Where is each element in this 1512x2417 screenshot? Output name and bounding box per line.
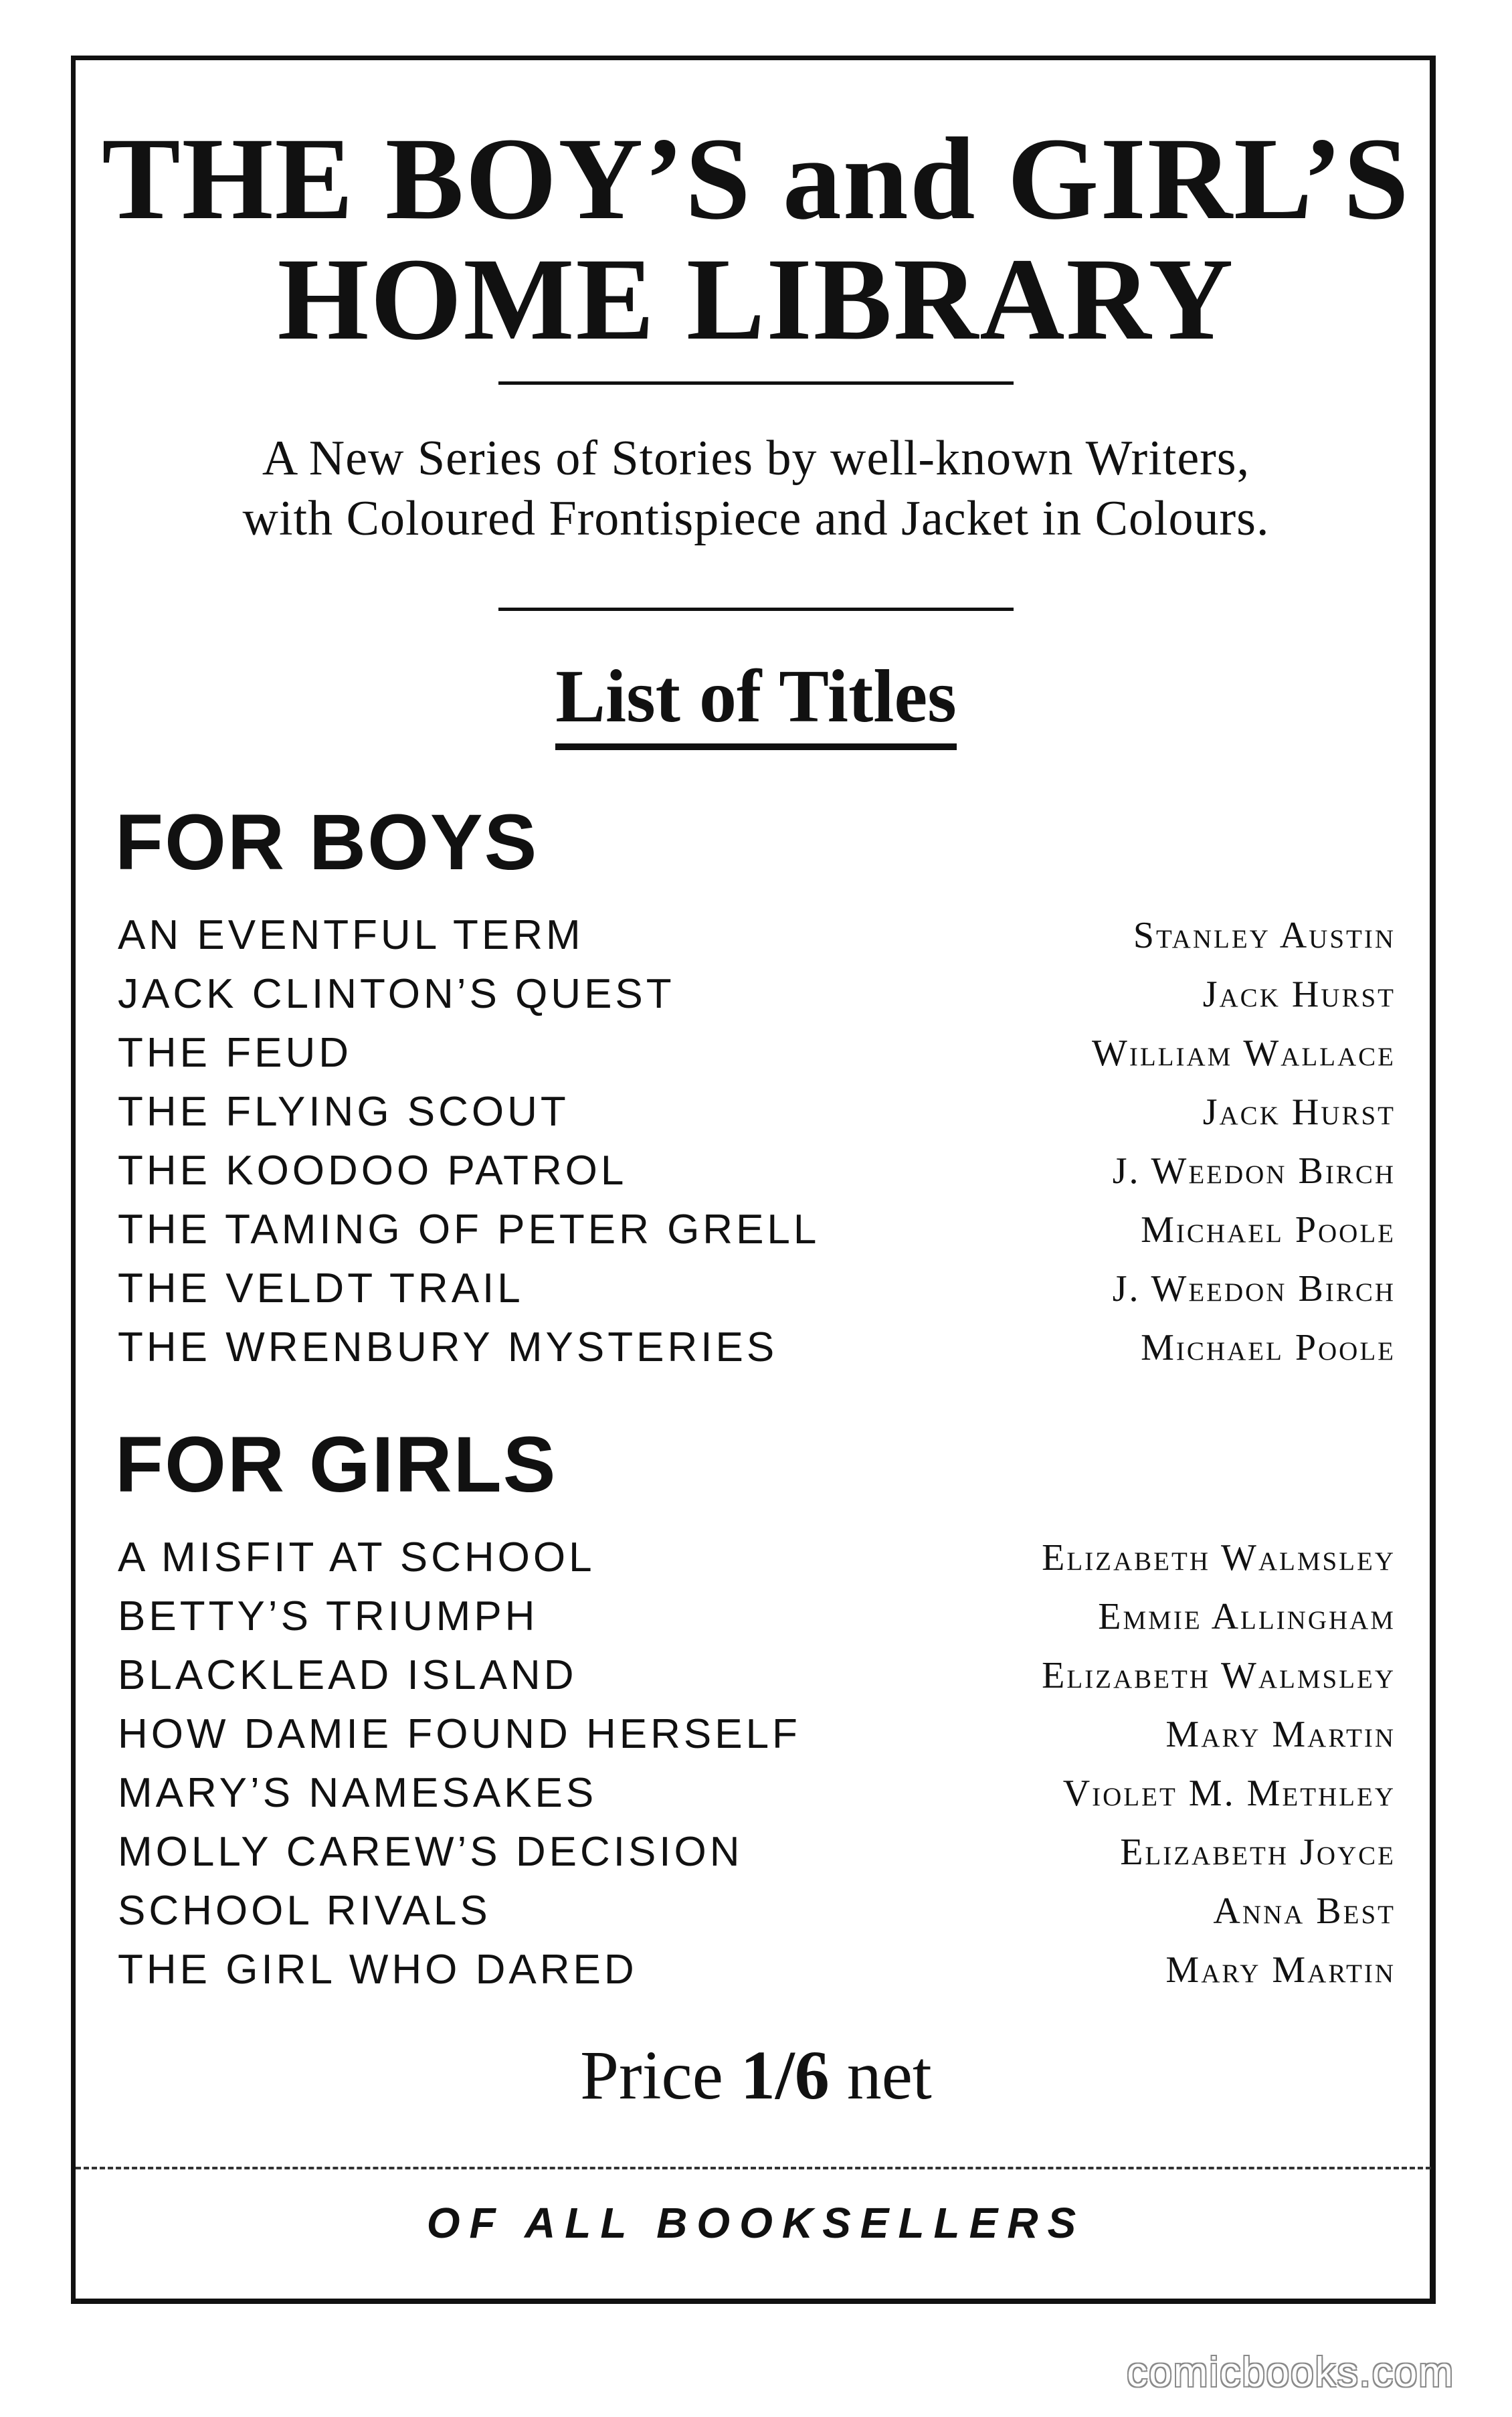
list-item [118,1200,1396,1259]
price-amount: 1/6 [740,2037,830,2114]
list-item [118,1083,1396,1142]
section-heading-girls: FOR GIRLS [115,1421,557,1509]
list-item [118,1528,1396,1587]
list-item [118,1318,1396,1377]
book-title: JACK CLINTON’S QUEST [118,971,675,1017]
list-item [118,1646,1396,1705]
book-title: SCHOOL RIVALS [118,1888,491,1934]
price-line [0,2037,1512,2114]
book-title: AN EVENTFUL TERM [118,912,584,958]
title-line-2: HOME LIBRARY [277,234,1235,365]
intro-line-1: A New Series of Stories by well-known Writers, [262,431,1250,486]
list-item [118,906,1396,965]
book-title: MOLLY CAREW’S DECISION [118,1829,743,1875]
book-title: A MISFIT AT SCHOOL [118,1534,595,1581]
price-suffix: net [846,2037,932,2114]
list-item [118,1764,1396,1823]
title-line-1: THE BOY’S and GIRL’S [102,114,1410,244]
book-author: Michael Poole [1141,1209,1396,1251]
book-author: Anna Best [1213,1890,1396,1932]
list-item [118,1587,1396,1646]
book-author: Elizabeth Walmsley [1042,1537,1396,1579]
book-title: THE TAMING OF PETER GRELL [118,1206,820,1253]
book-title: THE GIRL WHO DARED [118,1947,638,1993]
boys-title-list [118,906,1396,1377]
book-title: THE KOODOO PATROL [118,1148,628,1194]
book-author: Emmie Allingham [1098,1596,1396,1637]
book-title: BETTY’S TRIUMPH [118,1593,539,1639]
book-author: Jack Hurst [1202,1091,1396,1133]
divider-middle [498,608,1014,611]
book-author: Michael Poole [1141,1327,1396,1368]
book-author: Elizabeth Walmsley [1042,1655,1396,1696]
footer-divider [76,2167,1431,2169]
girls-title-list [118,1528,1396,1999]
book-author: J. Weedon Birch [1112,1150,1396,1192]
list-of-titles-heading [0,655,1512,750]
book-author: William Wallace [1092,1033,1396,1074]
list-item [118,1823,1396,1882]
list-item [118,965,1396,1024]
book-author: Violet M. Methley [1062,1773,1396,1814]
book-title: MARY’S NAMESAKES [118,1770,597,1816]
list-item [118,1705,1396,1764]
list-of-titles-text: List of Titles [555,659,956,750]
section-heading-boys: FOR BOYS [115,798,539,887]
list-item [118,1024,1396,1083]
divider-top [498,381,1014,385]
book-author: Elizabeth Joyce [1120,1831,1396,1873]
book-title: THE FEUD [118,1030,352,1076]
price-label: Price [580,2037,723,2114]
list-item [118,1882,1396,1941]
list-item [118,1142,1396,1200]
book-author: Stanley Austin [1133,915,1396,956]
book-title: THE FLYING SCOUT [118,1089,569,1135]
list-item [118,1259,1396,1318]
book-title: THE WRENBURY MYSTERIES [118,1324,778,1370]
list-item [118,1941,1396,1999]
intro-line-2: with Coloured Frontispiece and Jacket in Colours. [242,491,1270,546]
book-author: Jack Hurst [1202,974,1396,1015]
book-author: J. Weedon Birch [1112,1268,1396,1310]
watermark-logo: comicbooks.com [1127,2349,1454,2396]
book-author: Mary Martin [1165,1949,1396,1991]
booksellers-footer: OF ALL BOOKSELLERS [426,2199,1086,2247]
book-title: THE VELDT TRAIL [118,1265,524,1312]
book-author: Mary Martin [1165,1714,1396,1755]
book-title: HOW DAMIE FOUND HERSELF [118,1711,801,1757]
book-title: BLACKLEAD ISLAND [118,1652,577,1698]
